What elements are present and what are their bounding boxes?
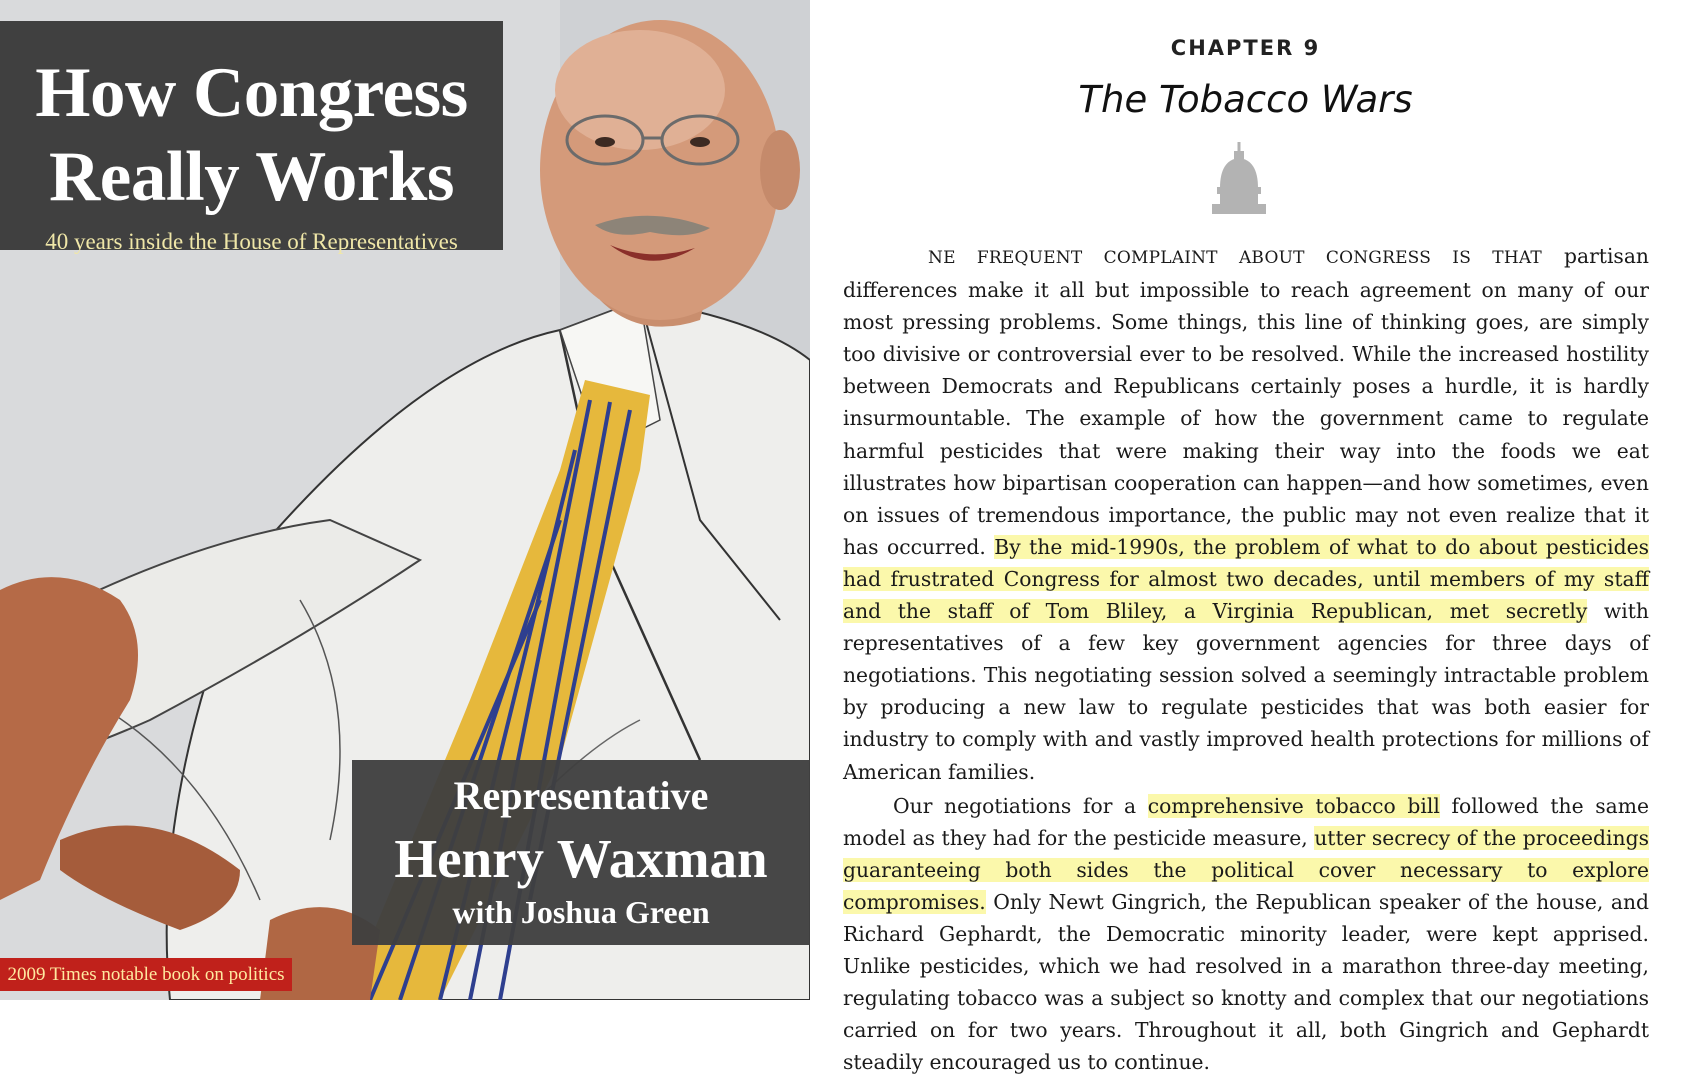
chapter-body bbox=[843, 240, 1649, 1078]
paragraph-2-text-a: Our negotiations for a bbox=[893, 793, 1148, 818]
book-cover bbox=[0, 0, 810, 1000]
cover-title-line-2: Really Works bbox=[49, 138, 454, 216]
paragraph-1 bbox=[843, 240, 1649, 788]
chapter-label: CHAPTER 9 bbox=[1170, 36, 1321, 60]
paragraph-1-text-b: with representatives of a few key government agencies for three days of negotiations. This negotiating session solved a seemingly intractable problem by producing a new law to regulate pesticides that was both easier for industry to comply with and vastly improved health protections for millions of American families. bbox=[843, 599, 1649, 784]
author-role: Representative bbox=[453, 773, 709, 818]
paragraph-2 bbox=[843, 790, 1649, 1078]
paragraph-2-text-b: followed the same model as they had for the pesticide measure, bbox=[843, 793, 1649, 850]
cover-subtitle: 40 years inside the House of Representatives bbox=[45, 229, 458, 254]
lead-in-small-caps: NE FREQUENT COMPLAINT ABOUT CONGRESS IS THAT bbox=[928, 248, 1542, 268]
capitol-dome-icon bbox=[1210, 142, 1268, 214]
highlighted-passage-2: comprehensive tobacco bill bbox=[1147, 793, 1440, 818]
coauthor: with Joshua Green bbox=[452, 894, 710, 930]
author-name: Henry Waxman bbox=[394, 828, 768, 889]
highlighted-passage-1: By the mid-1990s, the problem of what to do about pesticides had frustrated Congress for almost two decades, until members of my staff and the staff of Tom Bliley, a Virginia Republican, met secretly bbox=[843, 534, 1649, 624]
notable-book-badge: 2009 Times notable book on politics bbox=[0, 958, 292, 991]
chapter-title: The Tobacco Wars bbox=[1078, 78, 1413, 121]
book-page bbox=[810, 0, 1681, 1075]
highlighted-passage-3: utter secrecy of the proceedings guaranteeing both sides the political cover necessary to explore compromises. bbox=[843, 825, 1649, 914]
paragraph-2-text-c: Only Newt Gingrich, the Republican speaker of the house, and Richard Gephardt, the Democratic minority leader, were kept apprised. Unlike pesticides, which we had resolved in a marathon three-day meeting, regulating tobacco was a subject so knotty and complex that our negotiations carried on for two years. Throughout it all, both Gingrich and Gephardt steadily encouraged us to continue. bbox=[843, 889, 1649, 1075]
cover-title-line-1: How Congress bbox=[35, 54, 468, 132]
cover-title-box bbox=[0, 21, 503, 254]
paragraph-1-text-a: partisan differences make it all but impossible to reach agreement on many of our most pressing problems. Some things, this line of thinking goes, are simply too divisive or controversial ever to be resolved. While the increased hostility between Democrats and Republicans certainly poses a hurdle, it is hardly insurmountable. The example of how the government came to regulate harmful pesticides that were making their way into the foods we eat illustrates how bipartisan cooperation can happen—and how sometimes, even on issues of tremendous importance, the public may not even realize that it has occurred. bbox=[843, 244, 1649, 559]
cover-author-box bbox=[352, 760, 810, 945]
